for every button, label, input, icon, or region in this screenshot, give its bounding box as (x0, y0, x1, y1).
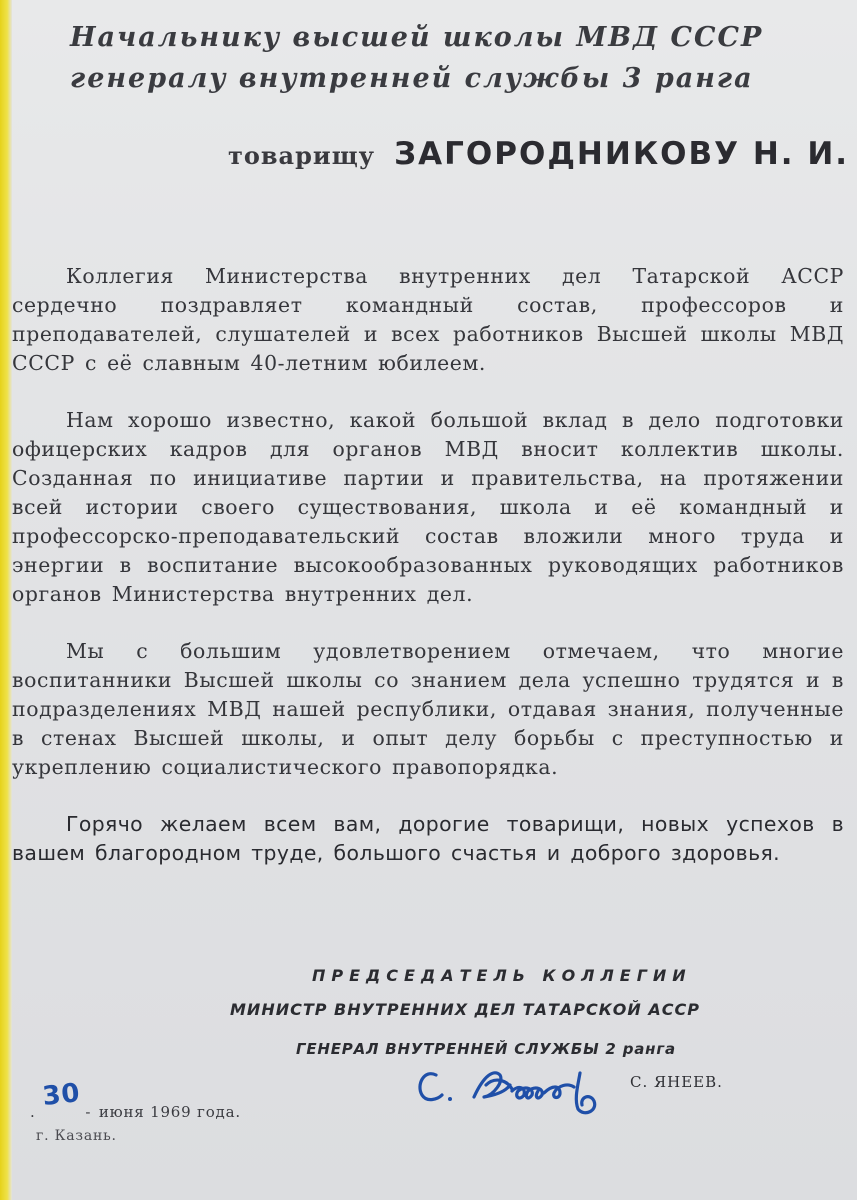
signatory-role-chairman: ПРЕДСЕДАТЕЛЬ КОЛЛЕГИИ (312, 966, 692, 985)
date-day-handwritten: 30 (40, 1078, 82, 1112)
signatory-role-minister: МИНИСТР ВНУТРЕННИХ ДЕЛ ТАТАРСКОЙ АССР (230, 1000, 700, 1019)
date-month-year: июня 1969 года. (98, 1103, 241, 1121)
addressee-line-2: генералу внутренней службы 3 ранга (70, 63, 754, 94)
paragraph-wishes: Горячо желаем всем вам, дорогие товарищи, новых успехов в вашем благородном труде, большого счастья и доброго здоровья. (12, 812, 844, 865)
date-prefix-dot: . (30, 1103, 36, 1121)
signatory-name: С. ЯНЕЕВ. (630, 1073, 723, 1091)
paragraph-graduates: Мы с большим удовлетворением отмечаем, что многие воспитанники Высшей школы со знанием дела успешно трудятся и в подразделениях МВД нашей республики, отдавая знания, полученные в стенах Высшей школы, и опыт делу борьбы с преступностью и укреплению социалистического правопорядка. (12, 639, 844, 779)
addressee-line-1: Начальнику высшей школы МВД СССР (70, 22, 764, 53)
place-of-issue: г. Казань. (36, 1128, 117, 1144)
date-line (30, 1078, 241, 1124)
recipient-name: ЗАГОРОДНИКОВУ Н. И. (394, 136, 850, 172)
paragraph-congratulation: Коллегия Министерства внутренних дел Татарской АССР сердечно поздравляет командный состав, профессоров и преподавателей, слушателей и всех работников Высшей школы МВД СССР с её славным 40-летним юбилеем. (12, 264, 844, 375)
recipient-salutation: товарищу (228, 141, 376, 170)
handwritten-signature (414, 1055, 624, 1123)
date-dash: - (85, 1103, 92, 1121)
paragraph-contribution: Нам хорошо известно, какой большой вклад в дело подготовки офицерских кадров для органов МВД вносит коллектив школы. Созданная по инициативе партии и правительства, на протяжении всей истории своего существования, школа и её командный и профессорско-преподавательский состав вложили много труда и энергии в воспитание высокообразованных руководящих работников органов Министерства внутренних дел. (12, 408, 844, 606)
signatory-rank: ГЕНЕРАЛ ВНУТРЕННЕЙ СЛУЖБЫ 2 ранга (296, 1040, 676, 1058)
recipient-line (228, 136, 849, 172)
letter-body (12, 262, 844, 868)
